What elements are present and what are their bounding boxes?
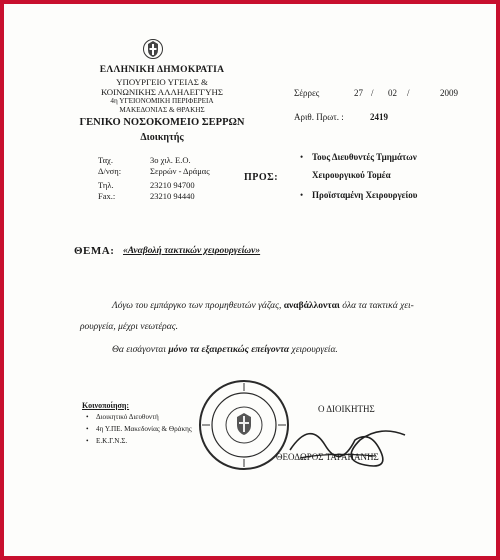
region-line-2: ΜΑΚΕΔΟΝΙΑΣ & ΘΡΑΚΗΣ <box>119 106 205 114</box>
date-city: Σέρρες <box>294 88 320 98</box>
cc-item: Διοικητικό Διευθυντή <box>96 413 159 421</box>
protocol-number: 2419 <box>370 112 388 122</box>
bullet-icon: • <box>86 425 89 433</box>
greek-emblem-icon <box>142 38 164 60</box>
date-year: 2009 <box>440 88 458 98</box>
ministry-line-2: ΚΟΙΝΩΝΙΚΗΣ ΑΛΛΗΛΕΓΓΥΗΣ <box>101 87 223 97</box>
signatory-role: Ο ΔΙΟΙΚΗΤΗΣ <box>318 404 375 414</box>
cc-label: Κοινοποίηση: <box>82 401 130 410</box>
bullet-icon: • <box>86 437 89 445</box>
contact-value: 23210 94440 <box>150 191 195 201</box>
department-name: Διοικητής <box>140 132 184 143</box>
bullet-icon: • <box>86 413 89 421</box>
date-month: 02 <box>388 88 397 98</box>
contact-value: Σερρών - Δράμας <box>150 166 210 176</box>
contact-label: Fax.: <box>98 191 116 201</box>
signatory-name: ΘΕΟΔΩΡΟΣ ΤΑΡΑΗΑΝΗΣ <box>276 452 379 462</box>
date-day: 27 <box>354 88 363 98</box>
republic-title: ΕΛΛΗΝΙΚΗ ΔΗΜΟΚΡΑΤΙΑ <box>99 65 225 75</box>
cc-item: Ε.Κ.Γ.Ν.Σ. <box>96 437 128 445</box>
hospital-name: ΓΕΝΙΚΟ ΝΟΣΟΚΟΜΕΙΟ ΣΕΡΡΩΝ <box>79 117 245 128</box>
contact-label: Τηλ. <box>98 180 114 190</box>
subject-text: «Αναβολή τακτικών χειρουργείων» <box>123 246 261 256</box>
handwritten-signature <box>280 410 420 480</box>
contact-label: Δ/νση: <box>98 166 122 176</box>
recipient-2: Προϊσταμένη Χειρουργείου <box>312 190 418 200</box>
bullet-icon: • <box>300 152 304 162</box>
body-paragraph-1-line-2: ρουργεία, μέχρι νεωτέρας. <box>80 322 178 332</box>
recipients-label: ΠΡΟΣ: <box>244 172 279 183</box>
ministry-line-1: ΥΠΟΥΡΓΕΙΟ ΥΓΕΙΑΣ & <box>116 77 208 87</box>
body-paragraph-2: Θα εισάγονται μόνο τα εξαιρετικώς επείγοντα χειρουργεία. <box>112 345 338 355</box>
bullet-icon: • <box>300 190 304 200</box>
protocol-label: Αριθ. Πρωτ. : <box>294 112 344 122</box>
recipient-1-line-1: Τους Διευθυντές Τμημάτων <box>312 152 417 162</box>
body-paragraph-1: Λόγω του εμπάργκο των προμηθευτών γάζας, αναβάλλονται όλα τα τακτικά χει- <box>112 301 414 311</box>
subject-label: ΘΕΜΑ: <box>74 245 115 257</box>
recipient-1-line-2: Χειρουργικού Τομέα <box>312 170 391 180</box>
contact-value: 23210 94700 <box>150 180 195 190</box>
cc-item: 4η Υ.ΠΕ. Μακεδονίας & Θράκης <box>96 425 192 433</box>
contact-label: Ταχ. <box>98 155 113 165</box>
region-line-1: 4η ΥΓΕΙΟΝΟΜΙΚΗ ΠΕΡΙΦΕΡΕΙΑ <box>110 97 214 105</box>
contact-value: 3ο χιλ. Ε.Ο. <box>150 155 191 165</box>
